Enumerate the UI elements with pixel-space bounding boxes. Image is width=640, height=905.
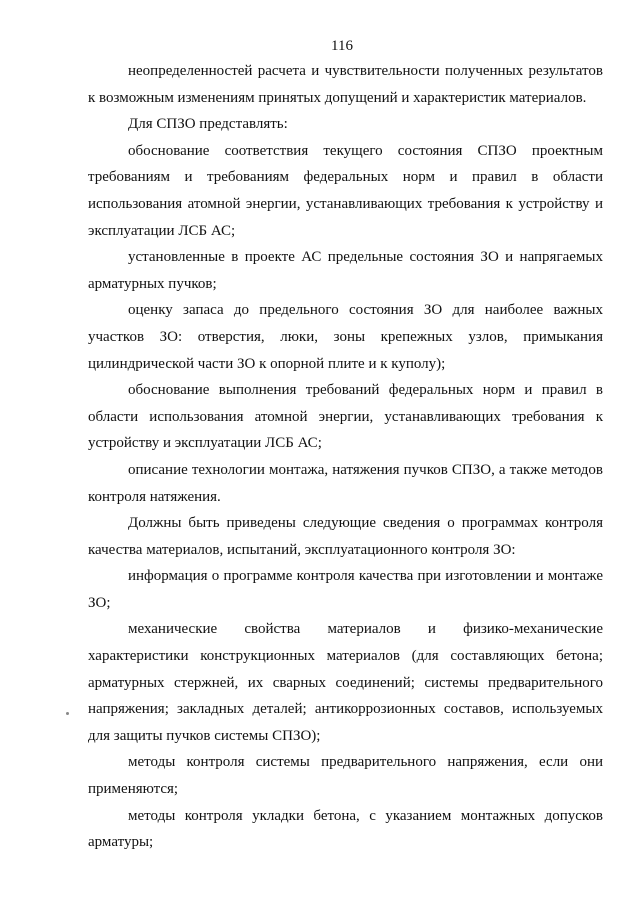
paragraph-spzo-compliance: обоснование соответствия текущего состояния СПЗО проектным требованиям и требованиям федеральных норм и правил в области использования атомной энергии, устанавливающих требования к устройству и эксплуатации ЛСБ АС; <box>88 142 603 239</box>
paragraph-spzo-intro: Для СПЗО представлять: <box>128 116 288 133</box>
paragraph-concrete-placement: методы контроля укладки бетона, с указанием монтажных допусков арматуры; <box>88 807 603 851</box>
paragraph-installation-technology: описание технологии монтажа, натяжения пучков СПЗО, а также методов контроля натяжения. <box>88 461 603 505</box>
paragraph-continuation: неопределенностей расчета и чувствительности полученных результатов к возможным изменениям принятых допущений и характеристик материалов. <box>88 63 603 106</box>
scan-artifact-dot <box>66 712 69 715</box>
paragraph-limit-states: установленные в проекте АС предельные состояния ЗО и напрягаемых арматурных пучков; <box>88 249 603 292</box>
paragraph-margin-assessment: оценку запаса до предельного состояния ЗО для наиболее важных участков ЗО: отверстия, люки, зоны крепежных узлов, примыкания цилиндрической части ЗО к опорной плите и к куполу); <box>88 302 603 372</box>
page-number: 116 <box>331 38 353 54</box>
paragraph-quality-programs: Должны быть приведены следующие сведения о программах контроля качества материалов, испытаний, эксплуатационного контроля ЗО: <box>88 515 603 558</box>
paragraph-quality-control-info: информация о программе контроля качества при изготовлении и монтаже ЗО; <box>88 568 603 611</box>
paragraph-requirements-justification: обоснование выполнения требований федеральных норм и правил в области использования атомной энергии, устанавливающих требования к устройству и эксплуатации ЛСБ АС; <box>88 382 603 452</box>
paragraph-prestress-control: методы контроля системы предварительного напряжения, если они применяются; <box>88 754 603 798</box>
document-body <box>88 58 603 856</box>
paragraph-mechanical-properties: механические свойства материалов и физико-механические характеристики конструкционных материалов (для составляющих бетона; арматурных стержней, их сварных соединений; системы предварительного напряжения; закладных деталей; антикоррозионных составов, используемых для защиты пучков системы СПЗО); <box>88 621 603 744</box>
